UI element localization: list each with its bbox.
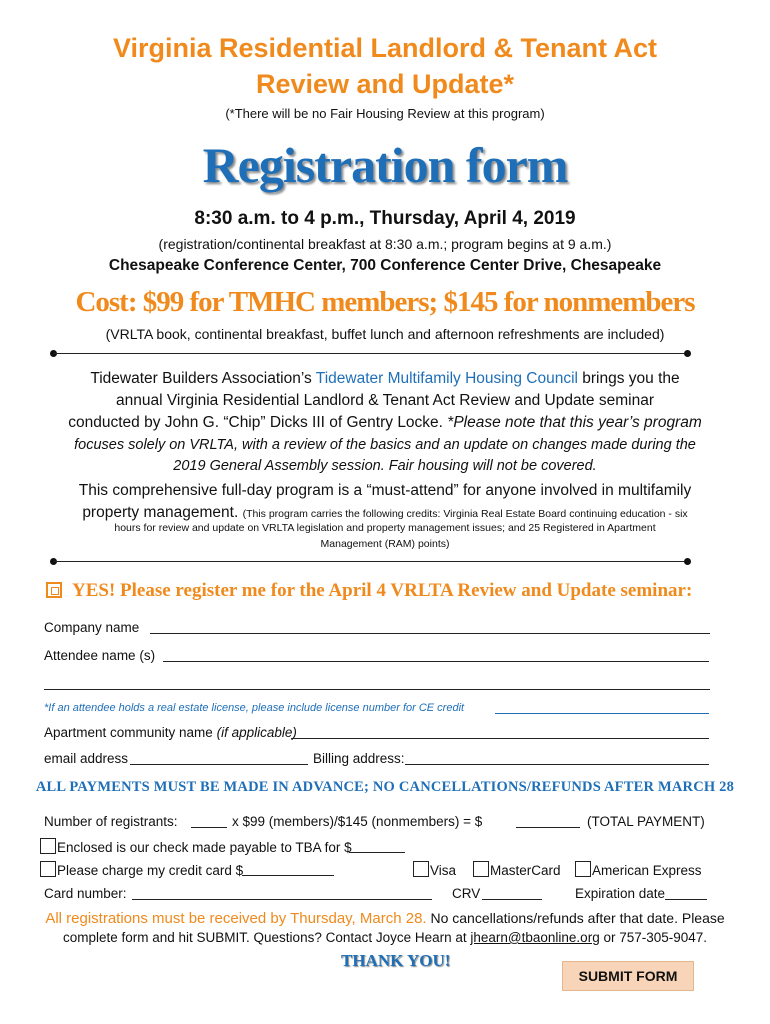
submit-form-button[interactable]: SUBMIT FORM — [562, 961, 694, 991]
description-p2-line-2 — [0, 502, 770, 524]
attendee-name-label: Attendee name (s) — [44, 648, 156, 663]
email-address-label: email address — [44, 751, 129, 766]
rule-dot-right — [684, 350, 691, 357]
email-address-field[interactable] — [130, 764, 308, 765]
description-line-2: annual Virginia Residential Landlord & Tenant Act Review and Update seminar — [116, 392, 654, 409]
visa-label: Visa — [430, 863, 457, 878]
credits-line-2: hours for review and update on VRLTA legislation and property management issues; and 25 Registered in Apartment — [114, 522, 656, 534]
mastercard-label: MasterCard — [490, 863, 561, 878]
note-text: *Please note that this year’s program — [447, 414, 702, 431]
company-name-field[interactable] — [150, 633, 710, 634]
credits-text: (This program carries the following credits: Virginia Real Estate Board continuing education - six — [242, 508, 688, 520]
amex-checkbox[interactable] — [575, 861, 591, 877]
description-text: conducted by John G. “Chip” Dicks III of Gentry Locke. — [68, 414, 448, 431]
fair-housing-note: (*There will be no Fair Housing Review at this program) — [225, 106, 545, 121]
divider-2 — [54, 561, 688, 562]
rule-dot-right — [684, 558, 691, 565]
registrants-count-field[interactable] — [191, 827, 227, 828]
title-line-1: Virginia Residential Landlord & Tenant Act — [112, 33, 658, 63]
description-p2-line-1: This comprehensive full-day program is a “must-attend” for anyone involved in multifamily — [78, 482, 692, 499]
description-text: property management. — [82, 504, 243, 521]
check-checkbox[interactable] — [40, 838, 56, 854]
deadline-text: All registrations must be received by Thursday, March 28. — [45, 910, 427, 927]
credit-card-checkbox[interactable] — [40, 861, 56, 877]
price-text: x $99 (members)/$145 (nonmembers) = $ — [232, 814, 483, 829]
deadline-rest-text: No cancellations/refunds after that date. Please — [426, 910, 725, 926]
description-line-1 — [0, 368, 770, 390]
community-name-field[interactable] — [291, 738, 709, 739]
visa-checkbox[interactable] — [413, 861, 429, 877]
company-name-label: Company name — [44, 620, 140, 635]
crv-label: CRV — [452, 886, 481, 901]
description-text: brings you the — [577, 370, 680, 387]
expiration-label: Expiration date — [575, 886, 666, 901]
title-line-2: Review and Update* — [255, 69, 515, 99]
credit-card-label: Please charge my credit card $ — [57, 863, 244, 878]
visa-option — [413, 861, 456, 878]
contact-email-link[interactable]: jhearn@tbaonline.org — [470, 930, 600, 945]
payment-notice: ALL PAYMENTS MUST BE MADE IN ADVANCE; NO CANCELLATIONS/REFUNDS AFTER MARCH 28 — [35, 779, 735, 795]
tmhc-link[interactable]: Tidewater Multifamily Housing Council — [315, 370, 578, 387]
community-label-text: Apartment community name — [44, 725, 217, 740]
thank-you: THANK YOU! — [341, 951, 451, 970]
attendee-name-field-2[interactable] — [44, 689, 710, 690]
amex-label: American Express — [592, 863, 702, 878]
contact-line — [0, 930, 770, 945]
cost-includes: (VRLTA book, continental breakfast, buffet lunch and afternoon refreshments are included) — [105, 326, 665, 342]
license-number-field[interactable] — [495, 713, 709, 714]
credits-line-3: Management (RAM) points) — [320, 538, 450, 550]
total-payment-label: (TOTAL PAYMENT) — [587, 814, 705, 829]
yes-checkbox-icon[interactable] — [46, 582, 62, 598]
description-line-3 — [0, 412, 770, 434]
check-option — [40, 838, 352, 855]
divider-1 — [54, 353, 688, 354]
card-amount-field[interactable] — [242, 875, 334, 876]
description-line-4: focuses solely on VRLTA, with a review of the basics and an update on changes made during the — [74, 437, 696, 453]
event-schedule: (registration/continental breakfast at 8:30 a.m.; program begins at 9 a.m.) — [158, 236, 612, 252]
contact-text: complete form and hit SUBMIT. Questions? Contact Joyce Hearn at — [62, 930, 471, 945]
expiration-field[interactable] — [665, 899, 707, 900]
registrants-label: Number of registrants: — [44, 814, 178, 829]
event-cost: Cost: $99 for TMHC members; $145 for nonmembers — [75, 286, 695, 318]
mastercard-option — [473, 861, 561, 878]
license-note: *If an attendee holds a real estate license, please include license number for CE credit — [44, 702, 465, 714]
total-amount-field[interactable] — [516, 827, 580, 828]
event-location: Chesapeake Conference Center, 700 Conference Center Drive, Chesapeake — [108, 257, 662, 274]
description-text: Tidewater Builders Association’s — [90, 370, 316, 387]
amex-option — [575, 861, 702, 878]
event-time-date: 8:30 a.m. to 4 p.m., Thursday, April 4, 2019 — [194, 208, 576, 229]
deadline-line — [0, 910, 770, 927]
contact-phone: or 757-305-9047. — [599, 930, 708, 945]
check-label: Enclosed is our check made payable to TBA for $ — [57, 840, 352, 855]
yes-register-label: YES! Please register me for the April 4 VRLTA Review and Update seminar: — [72, 580, 693, 601]
credit-card-option — [40, 861, 243, 878]
card-number-field[interactable] — [132, 899, 432, 900]
card-number-label: Card number: — [44, 886, 127, 901]
community-label-note: (if applicable) — [216, 725, 297, 740]
crv-field[interactable] — [482, 899, 542, 900]
check-amount-field[interactable] — [349, 852, 405, 853]
billing-address-field[interactable] — [405, 764, 709, 765]
description-line-5: 2019 General Assembly session. Fair housing will not be covered. — [173, 458, 597, 474]
attendee-name-field[interactable] — [163, 661, 709, 662]
billing-address-label: Billing address: — [313, 751, 405, 766]
mastercard-checkbox[interactable] — [473, 861, 489, 877]
registration-form-title: Registration form — [202, 137, 568, 193]
community-name-label — [44, 725, 297, 740]
